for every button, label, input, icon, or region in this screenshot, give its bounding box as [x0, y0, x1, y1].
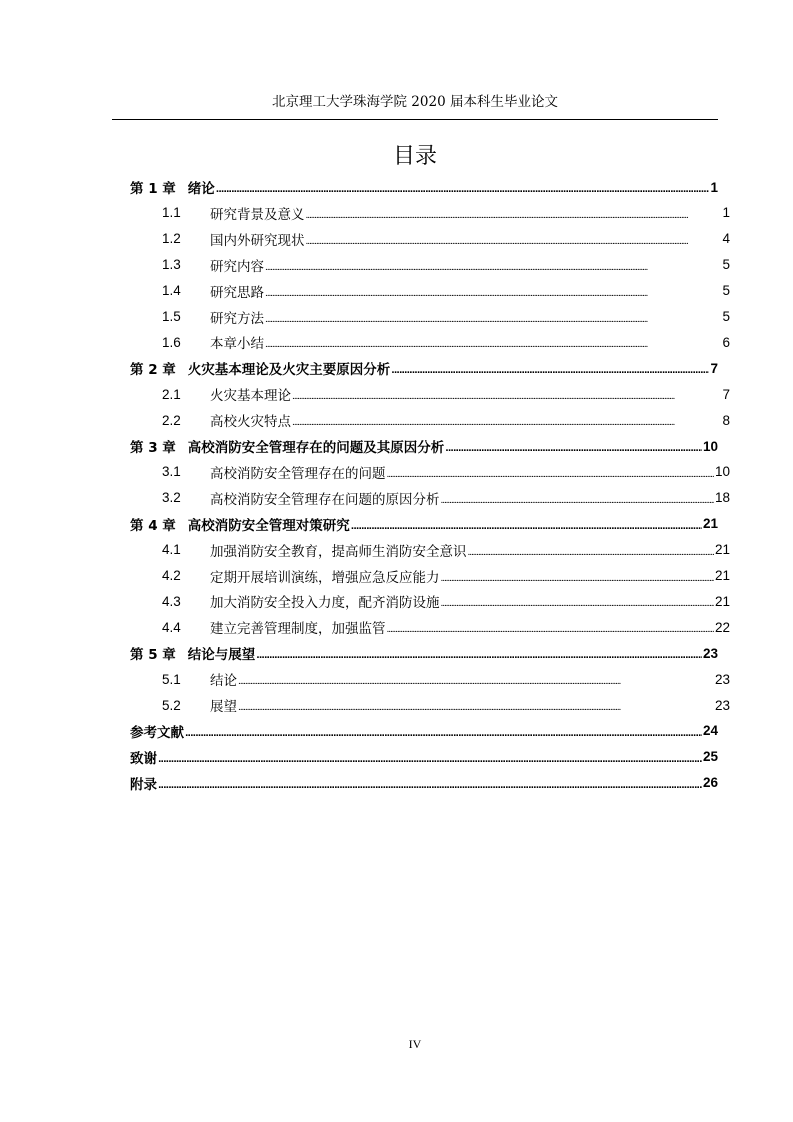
- toc-entry[interactable]: [162, 485, 730, 511]
- toc-entry-number: 第 5 章: [130, 647, 176, 664]
- toc-entry-number: 1.3: [162, 257, 181, 273]
- toc-entry-label: 研究内容: [210, 258, 264, 275]
- toc-dot-leader: [265, 261, 721, 275]
- toc-entry-page: 18: [714, 490, 730, 506]
- toc-entry-label: 高校消防安全管理存在问题的原因分析: [210, 491, 440, 508]
- toc-dot-leader: [265, 338, 721, 352]
- toc-entry[interactable]: [130, 718, 718, 744]
- toc-entry-label: 定期开展培训演练，增强应急反应能力: [210, 569, 440, 586]
- toc-entry-label: 致谢: [130, 750, 157, 767]
- toc-entry-number: 5.2: [162, 697, 181, 713]
- toc-entry-number: 第 1 章: [130, 181, 176, 197]
- toc-entry-number: 4.4: [162, 619, 181, 635]
- toc-entry[interactable]: [162, 226, 730, 252]
- toc-entry[interactable]: [130, 640, 718, 666]
- toc-entry[interactable]: [162, 304, 730, 330]
- toc-entry-number: 3.1: [162, 464, 181, 480]
- header-rule: [112, 119, 718, 120]
- toc-entry-page: 7: [710, 360, 718, 376]
- toc-entry-label: 高校火灾特点: [210, 414, 291, 431]
- toc-entry[interactable]: [162, 537, 730, 563]
- toc-dot-leader: [216, 183, 710, 197]
- toc-entry-label: 绪论: [187, 181, 215, 197]
- toc-entry-page: 6: [722, 334, 730, 350]
- toc-entry[interactable]: [162, 614, 730, 640]
- toc-entry[interactable]: [162, 588, 730, 614]
- toc-entry-number: 1.6: [162, 334, 181, 350]
- toc-entry-label: 研究思路: [210, 284, 264, 301]
- toc-entry-label: 结论与展望: [187, 647, 256, 664]
- toc-entry-number: 1.2: [162, 231, 181, 247]
- toc-entry-page: 22: [714, 619, 730, 635]
- toc-entry-label: 建立完善管理制度，加强监管: [210, 621, 386, 638]
- toc-dot-leader: [292, 390, 721, 404]
- toc-entry[interactable]: [130, 511, 718, 537]
- toc-entry[interactable]: [162, 407, 730, 433]
- toc-dot-leader: [441, 597, 714, 611]
- toc-entry[interactable]: [130, 744, 718, 770]
- toc-entry-number: 第 3 章: [130, 440, 176, 456]
- toc-entry-page: 10: [714, 464, 730, 480]
- toc-entry-number: 4.3: [162, 593, 181, 609]
- toc-dot-leader: [468, 546, 714, 560]
- toc-entry[interactable]: [162, 666, 730, 692]
- running-header: 北京理工大学珠海学院 2020 届本科生毕业论文: [272, 94, 558, 110]
- toc-entry-page: 7: [722, 386, 730, 402]
- toc-entry-label: 国内外研究现状: [210, 232, 305, 249]
- toc-entry-label: 附录: [130, 776, 157, 793]
- toc-dot-leader: [441, 494, 714, 508]
- toc-entry-number: 第 4 章: [130, 517, 176, 534]
- toc-entry-label: 火灾基本理论及火灾主要原因分析: [187, 362, 391, 379]
- toc-dot-leader: [292, 416, 721, 430]
- toc-entry-page: 23: [714, 671, 730, 687]
- toc-entry-page: 21: [714, 593, 730, 609]
- toc-entry-label: 加大消防安全投入力度，配齐消防设施: [210, 595, 440, 612]
- toc-entry-page: 4: [722, 231, 730, 247]
- toc-entry-label: 本章小结: [210, 336, 264, 353]
- toc-entry-number: 第 2 章: [130, 362, 176, 379]
- toc-entry-label: 结论: [210, 673, 237, 690]
- toc-entry-page: 10: [702, 438, 718, 454]
- toc-entry-page: 5: [722, 257, 730, 273]
- toc-entry-label: 展望: [210, 699, 237, 715]
- toc-entry-number: 1.1: [162, 205, 181, 221]
- toc-entry[interactable]: [162, 278, 730, 304]
- toc-entry-page: 26: [702, 775, 718, 791]
- toc-dot-leader: [351, 520, 702, 534]
- toc-entry-number: 3.2: [162, 490, 181, 506]
- toc-dot-leader: [238, 675, 714, 689]
- toc-entry[interactable]: [130, 174, 718, 200]
- toc-dot-leader: [256, 649, 702, 663]
- toc-entry-number: 5.1: [162, 671, 181, 687]
- toc-dot-leader: [306, 235, 722, 249]
- toc-entry-label: 参考文献: [130, 724, 184, 741]
- toc-entry[interactable]: [162, 459, 730, 485]
- toc-dot-leader: [391, 364, 709, 378]
- toc-dot-leader: [445, 442, 702, 456]
- toc-entry[interactable]: [162, 329, 730, 355]
- toc-title: 目录: [392, 144, 437, 169]
- toc-entry-number: 1.5: [162, 309, 181, 324]
- toc-entry-number: 2.2: [162, 412, 181, 428]
- toc-entry-page: 5: [722, 309, 730, 324]
- toc-entry-label: 研究背景及意义: [210, 206, 305, 223]
- toc-entry-label: 高校消防安全管理对策研究: [187, 517, 350, 534]
- toc-dot-leader: [265, 287, 721, 301]
- toc-entry-page: 8: [722, 412, 730, 428]
- toc-entry-label: 高校消防安全管理存在的问题: [210, 465, 386, 482]
- toc-dot-leader: [265, 313, 721, 327]
- toc-entry[interactable]: [130, 433, 718, 459]
- toc-entry-number: 1.4: [162, 283, 181, 299]
- toc-entry-page: 23: [702, 645, 718, 661]
- toc-dot-leader: [306, 209, 722, 223]
- toc-dot-leader: [158, 779, 702, 793]
- toc-dot-leader: [441, 572, 714, 586]
- toc-dot-leader: [158, 753, 702, 767]
- toc-dot-leader: [185, 727, 702, 741]
- toc-dot-leader: [387, 623, 714, 637]
- toc-entry-page: 1: [722, 205, 730, 221]
- toc-entry-number: 2.1: [162, 386, 181, 402]
- toc-entry-page: 23: [714, 697, 730, 713]
- toc-entry[interactable]: [162, 692, 730, 718]
- toc-entry-page: 25: [702, 749, 718, 765]
- toc-entry-page: 24: [702, 723, 718, 739]
- toc-dot-leader: [387, 468, 714, 482]
- toc-entry-label: 火灾基本理论: [210, 388, 291, 405]
- toc-entry-page: 21: [714, 568, 730, 583]
- toc-entry-number: 4.2: [162, 568, 181, 583]
- toc-entry-page: 21: [714, 542, 730, 558]
- toc-entry[interactable]: [162, 200, 730, 226]
- toc-entry[interactable]: [162, 563, 730, 589]
- toc-entry[interactable]: [162, 252, 730, 278]
- toc-entry-page: 5: [722, 283, 730, 299]
- toc-entry-page: 1: [710, 179, 718, 195]
- toc-entry-label: 研究方法: [210, 310, 264, 327]
- toc-entry[interactable]: [130, 770, 718, 796]
- toc-entry-label: 加强消防安全教育，提高师生消防安全意识: [210, 543, 467, 560]
- toc-entry[interactable]: [130, 355, 718, 381]
- toc-entry-number: 4.1: [162, 542, 181, 558]
- toc-dot-leader: [238, 701, 714, 715]
- toc-entry-page: 21: [702, 516, 718, 532]
- page-number: IV: [408, 1037, 422, 1051]
- toc-entry-label: 高校消防安全管理存在的问题及其原因分析: [187, 440, 445, 456]
- toc-entry[interactable]: [162, 381, 730, 407]
